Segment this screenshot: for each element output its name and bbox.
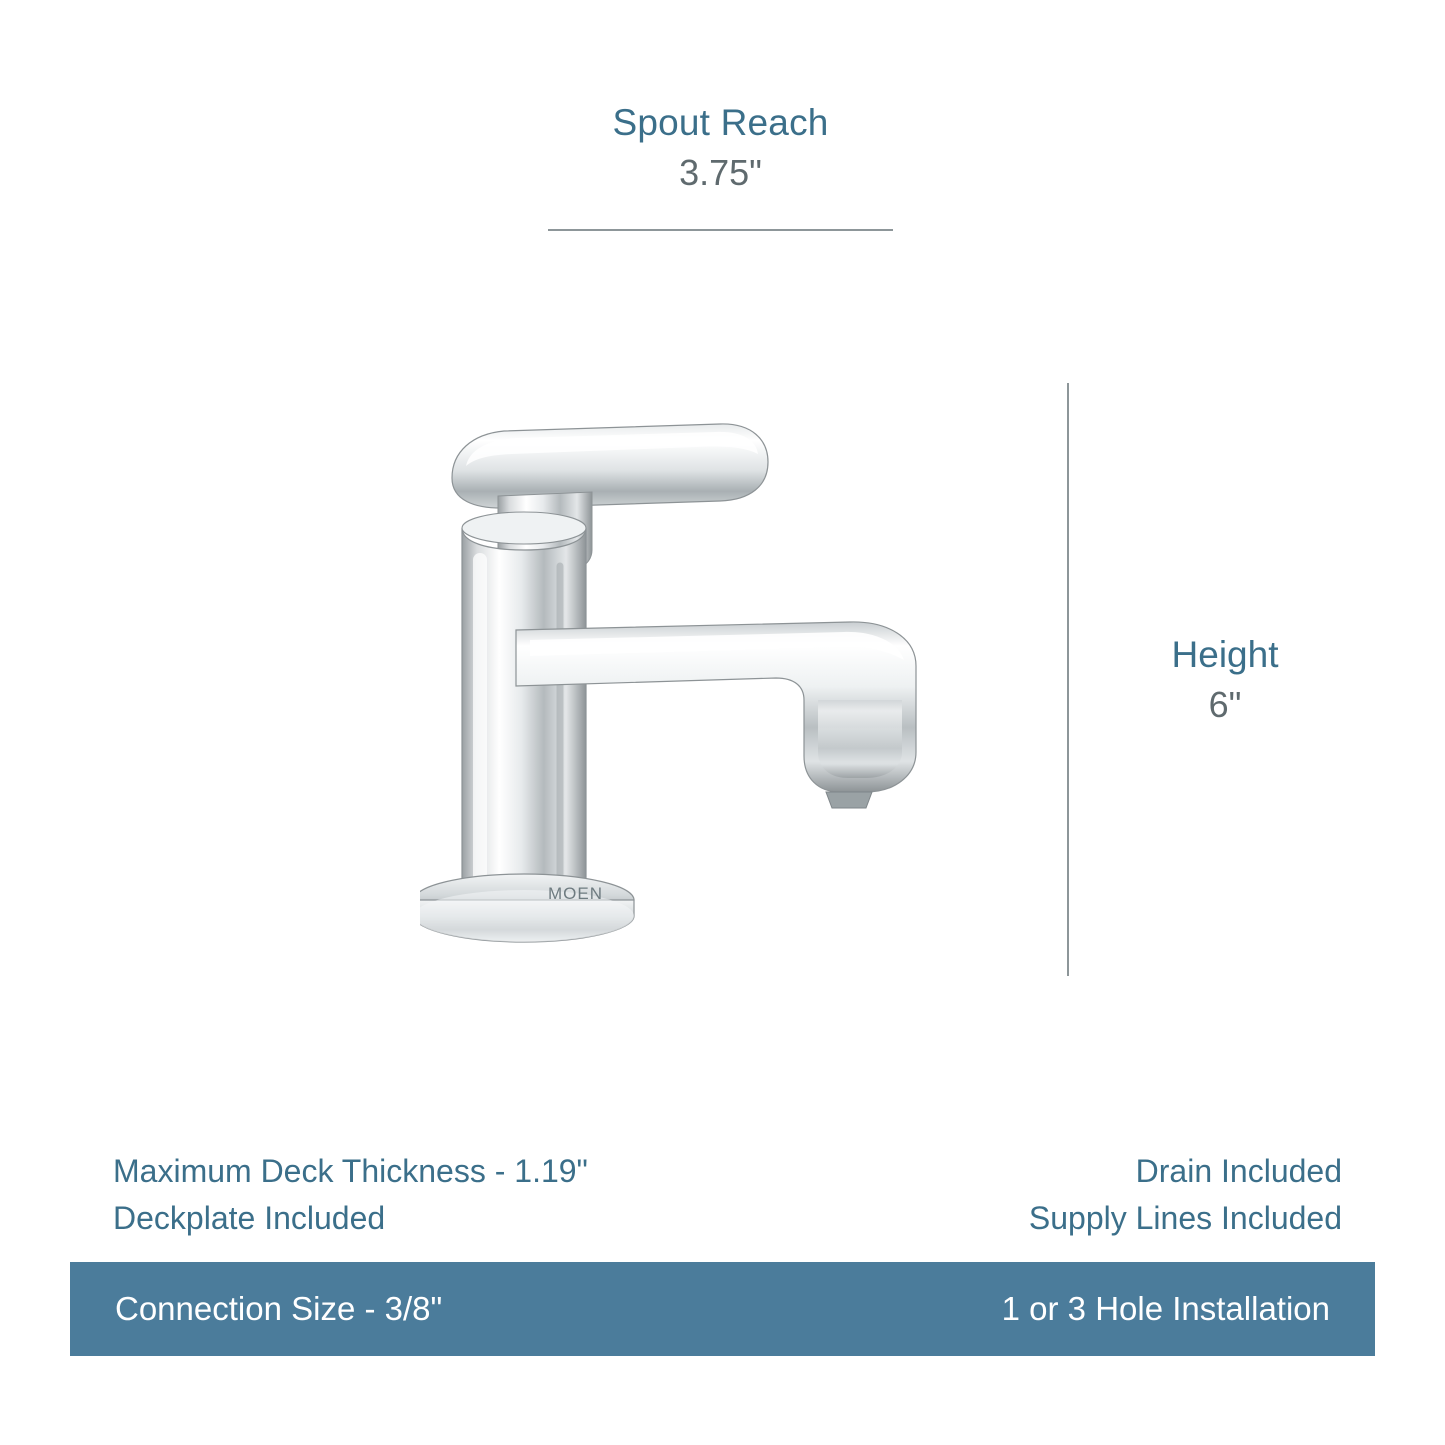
faucet-illustration: [420, 400, 960, 970]
feature-drain-included: Drain Included: [1135, 1153, 1342, 1189]
height-measure-line: [1067, 383, 1069, 976]
feature-supply-lines-included: Supply Lines Included: [1028, 1200, 1342, 1237]
footer-hole-installation: 1 or 3 Hole Installation: [1001, 1290, 1330, 1327]
features-left-group: [113, 1148, 588, 1242]
brand-logo-text: MOEN: [548, 884, 603, 903]
spout-reach-measure-line: [548, 229, 893, 231]
spout-reach-value: 3.75": [679, 152, 762, 194]
footer-spec-bar: [70, 1262, 1375, 1356]
spout-reach-label: Spout Reach: [612, 102, 829, 143]
height-label: Height: [1171, 634, 1279, 675]
feature-deckplate-included: Deckplate Included: [113, 1200, 386, 1237]
spout-reach-callout: [548, 100, 893, 197]
footer-connection-size: Connection Size - 3/8": [115, 1290, 443, 1327]
height-value: 6": [1208, 684, 1242, 726]
features-right-group: [1029, 1148, 1342, 1242]
feature-max-deck-thickness: Maximum Deck Thickness - 1.19": [113, 1153, 588, 1189]
height-callout: [1100, 632, 1350, 729]
